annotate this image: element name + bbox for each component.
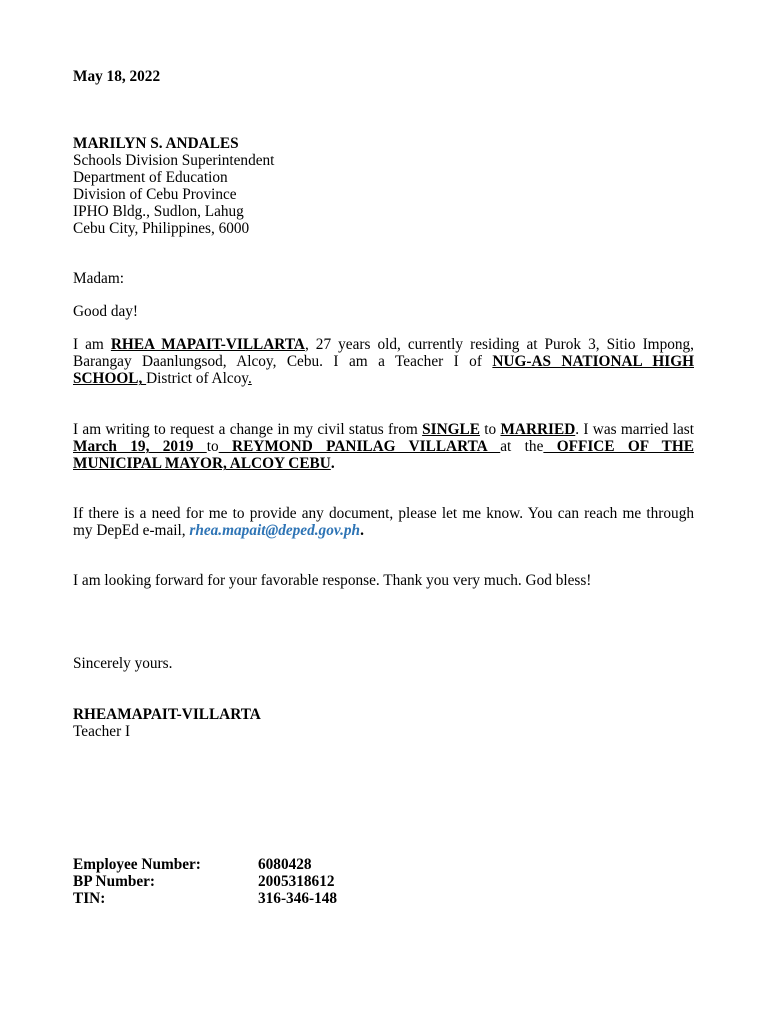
text-line bbox=[73, 455, 694, 472]
complimentary-close: Sincerely yours. bbox=[73, 655, 173, 672]
paragraph-closing bbox=[73, 572, 694, 589]
body-text: I am bbox=[73, 336, 111, 353]
punctuation: . bbox=[330, 455, 335, 473]
employee-info-table bbox=[73, 856, 694, 907]
letter-date: May 18, 2022 bbox=[73, 68, 161, 85]
marriage-date: March 19, 2019 bbox=[73, 438, 207, 456]
body-text: District of Alcoy bbox=[146, 370, 248, 388]
employee-number-value: 6080428 bbox=[258, 856, 312, 873]
recipient-name: MARILYN S. ANDALES bbox=[73, 135, 239, 152]
employee-number-label: Employee Number: bbox=[73, 856, 201, 873]
body-text: . I was married last bbox=[575, 421, 695, 438]
body-text: to bbox=[479, 421, 501, 438]
salutation: Madam: bbox=[73, 270, 124, 287]
signatory-title: Teacher I bbox=[73, 723, 131, 740]
signatory-name: RHEAMAPAIT-VILLARTA bbox=[73, 706, 261, 723]
email-address: rhea.mapait@deped.gov.ph bbox=[189, 522, 361, 540]
paragraph-contact bbox=[73, 505, 694, 539]
school-name: SCHOOL, bbox=[73, 370, 147, 388]
body-text: my DepEd e-mail, bbox=[73, 522, 190, 540]
employee-info-row bbox=[73, 890, 694, 907]
body-text: If there is a need for me to provide any document, please let me know. You can reach me through bbox=[73, 505, 694, 522]
paragraph-introduction bbox=[73, 336, 694, 388]
recipient-block bbox=[73, 135, 694, 237]
punctuation: . bbox=[247, 370, 252, 388]
teacher-name: RHEA MAPAIT-VILLARTA bbox=[110, 336, 305, 353]
tin-value: 316-346-148 bbox=[258, 890, 338, 907]
text-line bbox=[73, 353, 694, 370]
text-line bbox=[73, 522, 694, 539]
new-civil-status: MARRIED bbox=[500, 421, 576, 438]
body-text: I am looking forward for your favorable response. Thank you very much. God bless! bbox=[73, 572, 592, 589]
punctuation: . bbox=[360, 522, 364, 540]
marriage-venue: MUNICIPAL MAYOR, ALCOY CEBU bbox=[73, 455, 331, 473]
text-line bbox=[73, 421, 694, 438]
text-line bbox=[73, 370, 694, 387]
recipient-address: IPHO Bldg., Sudlon, Lahug bbox=[73, 203, 244, 220]
bp-number-value: 2005318612 bbox=[258, 873, 335, 890]
recipient-city: Cebu City, Philippines, 6000 bbox=[73, 220, 250, 237]
employee-info-row bbox=[73, 873, 694, 890]
body-text: Barangay Daanlungsod, Alcoy, Cebu. I am a Teacher I of bbox=[73, 353, 493, 371]
marriage-venue: OFFICE OF THE bbox=[543, 438, 694, 456]
recipient-position: Schools Division Superintendent bbox=[73, 152, 275, 169]
paragraph-request bbox=[73, 421, 694, 473]
greeting: Good day! bbox=[73, 303, 138, 320]
text-line bbox=[73, 438, 694, 455]
body-text: to bbox=[206, 438, 219, 456]
old-civil-status: SINGLE bbox=[422, 421, 480, 438]
body-text: , 27 years old, currently residing at Purok 3, Sitio Impong, bbox=[304, 336, 694, 353]
body-text: I am writing to request a change in my civil status from bbox=[73, 421, 423, 438]
recipient-division: Division of Cebu Province bbox=[73, 186, 237, 203]
text-line bbox=[73, 505, 694, 522]
bp-number-label: BP Number: bbox=[73, 873, 156, 890]
text-line bbox=[73, 336, 694, 353]
school-name: NUG-AS NATIONAL HIGH bbox=[492, 353, 694, 371]
recipient-office: Department of Education bbox=[73, 169, 228, 186]
tin-label: TIN: bbox=[73, 890, 106, 907]
body-text: at the bbox=[500, 438, 544, 456]
signatory-block bbox=[73, 706, 694, 740]
text-line bbox=[73, 572, 694, 589]
spouse-name: REYMOND PANILAG VILLARTA bbox=[218, 438, 501, 456]
employee-info-row bbox=[73, 856, 694, 873]
